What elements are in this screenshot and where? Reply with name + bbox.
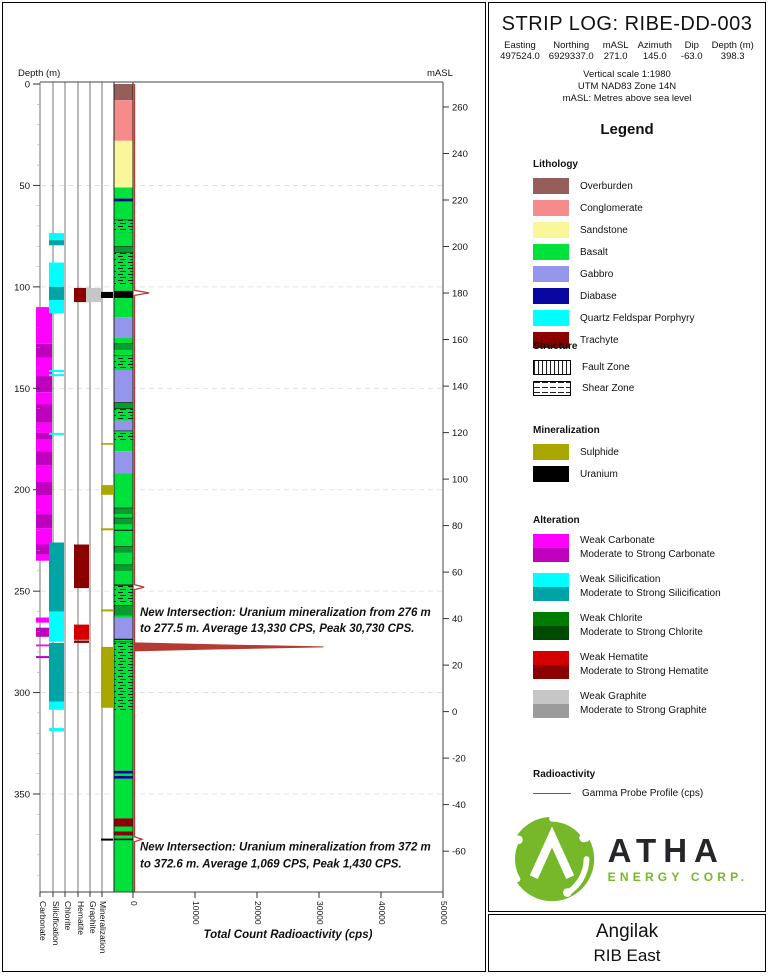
legend-item-label: Fault Zone (582, 362, 630, 373)
legend-item (533, 200, 757, 216)
collar-field (549, 40, 594, 62)
legend-item-label: Moderate to Strong Silicification (580, 588, 721, 599)
intersection-annotation: to 372.6 m. Average 1,069 CPS, Peak 1,430 CPS. (140, 858, 402, 871)
depth-tick-label: 50 (19, 180, 30, 192)
masl-tick-label: 20 (452, 660, 463, 672)
masl-tick-label: 80 (452, 521, 463, 533)
gamma-line-swatch (533, 793, 571, 794)
legend-item-label: Gabbro (580, 268, 614, 280)
collar-field-label: Depth (m) (711, 40, 754, 51)
legend-item-label: Uranium (580, 468, 618, 480)
legend-item-label: Weak Carbonate (580, 535, 655, 546)
x-tick-label: 30000 (315, 901, 325, 925)
intersection-annotation: New Intersection: Uranium mineralization from 276 m (140, 606, 431, 619)
legend-panel (488, 2, 766, 912)
depth-tick-label: 300 (14, 688, 30, 700)
project-box (488, 914, 766, 972)
legend-item-label: Gamma Probe Profile (cps) (582, 788, 704, 799)
legend-item-label: Moderate to Strong Graphite (580, 705, 707, 716)
page-title: STRIP LOG: RIBE-DD-003 (501, 13, 753, 35)
masl-tick-label: 120 (452, 428, 468, 440)
legend-item (533, 222, 757, 238)
color-swatch (533, 466, 569, 482)
collar-field-label: Dip (684, 40, 699, 51)
legend-item-label: Weak Silicification (580, 574, 661, 585)
depth-tick-label: 0 (24, 79, 30, 91)
color-swatch (533, 266, 569, 282)
mineralization-heading: Mineralization (533, 425, 600, 436)
collar-fields (489, 40, 765, 62)
legend-item-label: Quartz Feldspar Porphyry (580, 312, 695, 324)
legend-item-label: Weak Hematite (580, 652, 649, 663)
color-swatch (533, 310, 569, 326)
x-tick-label: 20000 (253, 901, 263, 925)
x-axis-title: Total Count Radioactivity (cps) (203, 929, 373, 941)
collar-field-label: mASL (602, 40, 629, 51)
collar-field-label: Northing (553, 40, 590, 51)
intersection-annotation: to 277.5 m. Average 13,330 CPS, Peak 30,730 CPS. (140, 622, 415, 635)
collar-field-value: 497524.0 (500, 51, 540, 62)
alteration-swatch (533, 651, 569, 679)
legend-item (533, 381, 757, 396)
depth-tick-label: 250 (14, 586, 30, 598)
legend-alteration-group (533, 651, 757, 679)
collar-field (500, 40, 540, 62)
atha-logo-icon (506, 813, 598, 905)
track-column-label: Hematite (76, 901, 86, 936)
collar-field (603, 40, 629, 62)
legend-section-mineralization (533, 425, 757, 488)
legend-item (533, 288, 757, 304)
legend-item-label: Trachyte (580, 334, 619, 346)
legend-section-alteration (533, 515, 757, 729)
alteration-heading: Alteration (533, 515, 580, 526)
legend-alteration-group (533, 534, 757, 562)
collar-field (681, 40, 703, 62)
legend-item (533, 244, 757, 260)
masl-tick-label: 0 (452, 707, 458, 719)
color-swatch (533, 444, 569, 460)
masl-tick-label: 180 (452, 288, 468, 300)
depth-tick-label: 150 (14, 383, 30, 395)
alteration-labels (580, 573, 721, 601)
legend-item (533, 444, 757, 460)
legend-item-label: Weak Graphite (580, 691, 647, 702)
legend-item-gamma (533, 788, 757, 799)
masl-tick-label: 200 (452, 242, 468, 253)
masl-tick-label: 100 (452, 474, 468, 486)
legend-alteration-group (533, 690, 757, 718)
masl-tick-label: -20 (452, 753, 466, 765)
legend-alteration-group (533, 612, 757, 640)
legend-item (533, 310, 757, 326)
pattern-swatch (533, 381, 571, 396)
collar-field-value: 145.0 (642, 51, 667, 62)
pattern-swatch (533, 360, 571, 375)
legend-item-label: Diabase (580, 290, 617, 302)
masl-tick-label: -60 (452, 846, 466, 858)
depth-tick-label: 350 (14, 789, 30, 801)
depth-tick-label: 200 (14, 485, 30, 497)
alteration-swatch (533, 573, 569, 601)
color-swatch (533, 178, 569, 194)
depth-axis-title: Depth (m) (18, 68, 61, 79)
log-frame (2, 2, 486, 972)
legend-item-label: Moderate to Strong Hematite (580, 666, 709, 677)
legend-item (533, 466, 757, 482)
masl-tick-label: -40 (452, 800, 466, 812)
collar-field (638, 40, 672, 62)
legend-item-label: Sulphide (580, 446, 619, 458)
legend-item-label: Weak Chlorite (580, 613, 643, 624)
track-column-label: Chlorite (63, 901, 73, 931)
alteration-labels (580, 534, 715, 562)
legend-item (533, 360, 757, 375)
legend-section-lithology (533, 159, 757, 354)
radioactivity-heading: Radioactivity (533, 769, 596, 780)
track-column-label: Silicification (51, 901, 61, 946)
track-column-label: Graphite (88, 901, 98, 934)
legend-title: Legend (600, 121, 654, 138)
x-tick-label: 50000 (439, 901, 449, 925)
logo-brand: ATHA (607, 832, 725, 869)
track-column-label: Mineralization (98, 901, 108, 954)
collar-field-value: 6929337.0 (548, 51, 594, 62)
intersection-annotation: New Intersection: Uranium mineralization from 372 m (140, 841, 431, 854)
masl-tick-label: 240 (452, 149, 468, 160)
x-tick-label: 0 (129, 901, 139, 906)
legend-item-label: Overburden (580, 180, 633, 192)
legend-item-label: Moderate to Strong Chlorite (580, 627, 703, 638)
lithology-heading: Lithology (533, 159, 578, 170)
alteration-swatch (533, 612, 569, 640)
masl-axis-title: mASL (427, 68, 453, 79)
color-swatch (533, 244, 569, 260)
legend-item (533, 178, 757, 194)
legend-item-label: Shear Zone (582, 383, 635, 394)
project-name: Angilak (595, 921, 659, 942)
color-swatch (533, 200, 569, 216)
legend-item-label: Sandstone (580, 224, 628, 236)
note-datum: UTM NAD83 Zone 14N (577, 81, 677, 92)
alteration-labels (580, 612, 703, 640)
structure-heading: Structure (533, 341, 578, 352)
collar-field-label: Azimuth (637, 40, 672, 51)
collar-field (712, 40, 754, 62)
note-scale: Vertical scale 1:1980 (583, 69, 671, 80)
note-masl: mASL: Metres above sea level (562, 93, 692, 104)
title-block (489, 13, 765, 105)
masl-tick-label: 140 (452, 381, 468, 393)
track-column-label: Carbonate (38, 901, 48, 941)
company-logo (489, 813, 765, 905)
x-tick-label: 40000 (377, 901, 387, 925)
alteration-swatch (533, 534, 569, 562)
collar-field-value: 271.0 (603, 51, 628, 62)
legend-item-label: Basalt (580, 246, 608, 258)
masl-tick-label: 40 (452, 614, 463, 626)
legend-section-structure (533, 341, 757, 402)
collar-field-value: -63.0 (680, 51, 703, 62)
color-swatch (533, 288, 569, 304)
masl-tick-label: 260 (452, 102, 468, 114)
legend-item-label: Moderate to Strong Carbonate (580, 549, 716, 560)
logo-wordmark (608, 834, 749, 884)
alteration-labels (580, 690, 707, 718)
x-tick-label: 10000 (191, 901, 201, 925)
legend-alteration-group (533, 573, 757, 601)
alteration-labels (580, 651, 708, 679)
masl-tick-label: 60 (452, 567, 463, 579)
map-notes (489, 69, 765, 105)
collar-field-label: Easting (504, 40, 536, 51)
project-area: RIB East (593, 946, 661, 965)
masl-tick-label: 220 (452, 195, 468, 207)
legend-item-label: Conglomerate (580, 202, 643, 214)
color-swatch (533, 222, 569, 238)
legend-section-radioactivity (533, 769, 757, 805)
logo-subtitle: ENERGY CORP. (607, 870, 749, 884)
legend-item (533, 266, 757, 282)
depth-tick-label: 100 (14, 282, 30, 294)
alteration-swatch (533, 690, 569, 718)
collar-field-value: 398.3 (720, 51, 745, 62)
masl-tick-label: 160 (452, 335, 468, 346)
